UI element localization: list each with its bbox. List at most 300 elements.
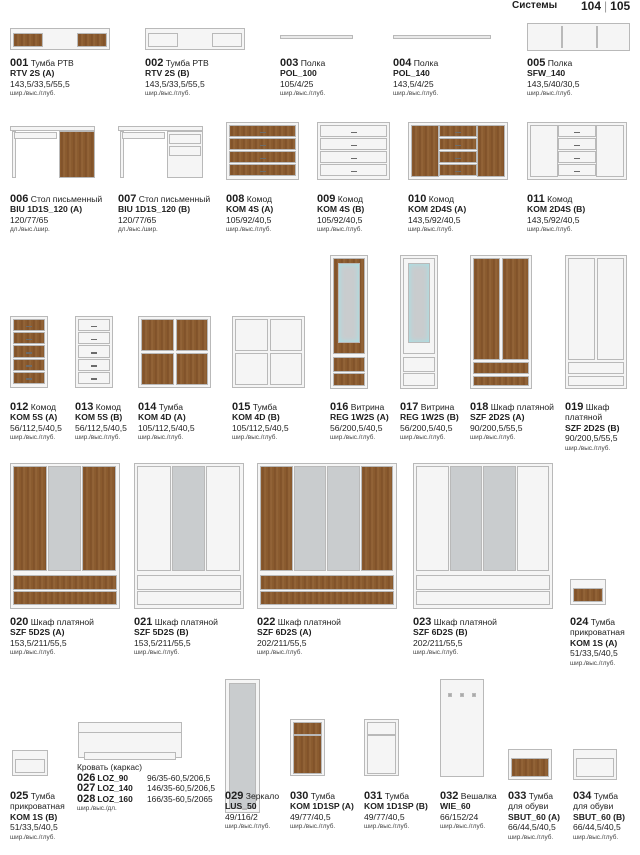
- wardrobe-drawer: [13, 575, 117, 590]
- product-number: 006: [10, 193, 29, 205]
- product-name: Комод: [544, 194, 573, 204]
- dimension-unit: шир./выс./глуб.: [317, 226, 363, 234]
- product-name: Тумба: [308, 791, 336, 801]
- product-image: [527, 23, 630, 51]
- display-glass: [408, 263, 431, 343]
- product-title: [330, 402, 389, 412]
- product-label: [440, 791, 497, 833]
- product-image: [393, 35, 491, 39]
- dimension-unit: шир./выс./глуб.: [527, 90, 573, 98]
- handle-icon: [26, 352, 32, 354]
- product-label: [10, 791, 65, 843]
- cabinet-drawer: [293, 722, 322, 735]
- product-image: [12, 750, 48, 776]
- product-image: [573, 749, 617, 780]
- wardrobe-drawer: [568, 376, 624, 387]
- product-number: 013: [75, 401, 94, 413]
- product-dimensions: 153,5/211/55,5: [134, 637, 191, 648]
- product-code: KOM 2D4S (A): [408, 204, 467, 215]
- product-label: [226, 194, 273, 236]
- product-number: 004: [393, 57, 412, 69]
- product-code: KOM 5S (B): [75, 412, 123, 423]
- wardrobe-door: [13, 466, 47, 571]
- product-label: [232, 402, 289, 444]
- dimension-unit: шир./выс./глуб.: [257, 649, 303, 657]
- product-label: [400, 402, 459, 444]
- shelf-board: [280, 35, 353, 39]
- product-title: [440, 791, 497, 801]
- product-name: Зеркало: [243, 791, 280, 801]
- pedestal-drawer: [169, 146, 201, 156]
- bed-title: Кровать (каркас): [77, 762, 142, 772]
- product-number: 008: [226, 193, 245, 205]
- wardrobe-drawer: [568, 362, 624, 374]
- handle-icon: [351, 171, 357, 173]
- product-number: 003: [280, 57, 299, 69]
- handle-icon: [574, 132, 580, 134]
- dimension-unit: шир./выс./глуб.: [75, 434, 121, 442]
- wardrobe-door-left: [568, 258, 595, 360]
- dimension-unit: шир./выс./глуб.: [470, 434, 516, 442]
- product-dimensions: 143,5/92/40,5: [527, 214, 580, 225]
- product-image: [232, 316, 305, 388]
- handle-icon: [26, 339, 32, 341]
- product-label: [280, 58, 325, 100]
- dresser-door-right: [596, 125, 624, 177]
- product-name: Тумба: [591, 791, 619, 801]
- product-number: 021: [134, 616, 153, 628]
- product-label: [138, 402, 195, 444]
- product-name: Комод: [335, 194, 364, 204]
- product-dimensions: 49/77/40,5: [364, 811, 405, 822]
- handle-icon: [455, 145, 461, 147]
- product-code: KOM 4D (B): [232, 412, 280, 423]
- product-number: 031: [364, 790, 383, 802]
- product-name: Полка: [545, 58, 573, 68]
- product-name: Шкаф платяной: [275, 617, 341, 627]
- product-name: Тумба: [588, 617, 616, 627]
- product-label: [10, 194, 102, 236]
- product-name: Витрина: [418, 402, 455, 412]
- product-label: [10, 58, 74, 100]
- wardrobe-door: [416, 466, 449, 571]
- bed-block: [77, 762, 247, 854]
- product-label: [145, 58, 209, 100]
- dimension-unit: шир./выс./глуб.: [565, 444, 611, 452]
- wardrobe-mirror-door: [48, 466, 82, 571]
- product-number: 009: [317, 193, 336, 205]
- product-title: [10, 194, 102, 204]
- handle-icon: [574, 145, 580, 147]
- dimension-unit: шир./выс./глуб.: [225, 823, 271, 831]
- drawer-left: [13, 33, 43, 47]
- wardrobe-drawer: [260, 575, 394, 590]
- product-title: [280, 58, 325, 68]
- product-title: [400, 402, 459, 412]
- wardrobe-mirror-door: [450, 466, 483, 571]
- product-code: WIE_60: [440, 801, 471, 812]
- handle-icon: [455, 158, 461, 160]
- product-title: [573, 791, 625, 801]
- dimension-unit: шир./выс./глуб.: [364, 823, 410, 831]
- product-title: [527, 58, 580, 68]
- product-name-line2: прикроватная: [10, 801, 65, 812]
- cabinet-door-left: [235, 319, 268, 351]
- product-label: [330, 402, 389, 444]
- product-code: SZF 6D2S (B): [413, 627, 468, 638]
- dimension-unit: дл./выс./шир.: [118, 226, 158, 234]
- product-image: [400, 255, 438, 389]
- handle-icon: [351, 132, 357, 134]
- product-code: KOM 1D1SP (A): [290, 801, 354, 812]
- product-label: [10, 617, 94, 659]
- cabinet-door-right: [270, 353, 303, 385]
- shelf-box: [527, 23, 630, 51]
- product-code: KOM 1S (A): [570, 637, 618, 648]
- product-code: SZF 2D2S (A): [470, 412, 525, 423]
- product-name-line2: платяной: [565, 412, 603, 423]
- product-name: Вешалка: [458, 791, 497, 801]
- product-image: [290, 719, 325, 776]
- shoe-cabinet-flap: [576, 758, 614, 777]
- product-dimensions: 49/77/40,5: [290, 811, 331, 822]
- product-title: [408, 194, 466, 204]
- product-code: REG 1W2S (A): [330, 412, 389, 423]
- wardrobe-mirror-door: [294, 466, 327, 571]
- display-drawer: [333, 373, 365, 386]
- product-code: KOM 4S (B): [317, 204, 365, 215]
- product-image: [470, 255, 532, 389]
- product-name: Комод: [426, 194, 455, 204]
- dimension-unit: шир./выс./глуб.: [413, 649, 459, 657]
- product-dimensions: 90/200,5/55,5: [565, 433, 618, 444]
- drawer-right: [77, 33, 107, 47]
- product-image: [570, 579, 606, 605]
- dimension-unit: шир./выс./глуб.: [232, 434, 278, 442]
- product-label: [257, 617, 341, 659]
- product-image: [10, 316, 48, 388]
- dimension-unit: дл./выс./шир.: [10, 226, 50, 234]
- product-image: [364, 719, 399, 776]
- product-image: [508, 749, 552, 780]
- product-image: [440, 679, 484, 777]
- display-drawer: [403, 357, 435, 372]
- product-dimensions: 51/33,5/40,5: [10, 822, 58, 833]
- bed-row: [77, 783, 247, 794]
- product-name: Шкаф: [583, 402, 610, 412]
- product-title: [290, 791, 354, 801]
- section-title: Системы: [512, 0, 558, 11]
- wardrobe-drawer: [13, 591, 117, 604]
- handle-icon: [260, 145, 266, 147]
- product-number: 034: [573, 790, 592, 802]
- product-title: [364, 791, 428, 801]
- cabinet-door-right: [270, 319, 303, 351]
- product-name-line2: для обуви: [508, 801, 549, 812]
- product-dimensions: 120/77/65: [118, 214, 157, 225]
- display-drawer: [403, 373, 435, 386]
- product-image: [408, 122, 508, 180]
- product-title: [10, 791, 65, 801]
- wardrobe-drawer: [416, 591, 550, 604]
- product-code: KOM 1S (B): [10, 811, 58, 822]
- cabinet-door-left: [141, 353, 174, 385]
- product-number: 019: [565, 401, 584, 413]
- hook-icon: [448, 693, 452, 697]
- handle-icon: [574, 171, 580, 173]
- product-dimensions: 202/211/55,5: [257, 637, 307, 648]
- dresser-door-left: [530, 125, 558, 177]
- product-number: 016: [330, 401, 349, 413]
- product-label: [470, 402, 554, 444]
- product-number: 002: [145, 57, 164, 69]
- handle-icon: [91, 365, 97, 367]
- product-image: [145, 28, 245, 50]
- wardrobe-door: [517, 466, 550, 571]
- wardrobe-door-right: [597, 258, 624, 360]
- product-code: KOM 4D (A): [138, 412, 186, 423]
- cabinet-door-left: [141, 319, 174, 351]
- dimension-unit: шир./выс./глуб.: [400, 434, 446, 442]
- product-number: 030: [290, 790, 309, 802]
- bed-row-number: 026: [77, 771, 96, 784]
- handle-icon: [351, 158, 357, 160]
- product-name: Полка: [298, 58, 326, 68]
- product-dimensions: 56/112,5/40,5: [75, 422, 127, 433]
- product-number: 017: [400, 401, 419, 413]
- product-label: [317, 194, 364, 236]
- product-image: [257, 463, 397, 609]
- product-image: [10, 126, 95, 178]
- product-number: 010: [408, 193, 427, 205]
- product-image: [10, 463, 120, 609]
- nightstand-drawer: [15, 759, 45, 773]
- product-name: Комод: [28, 402, 57, 412]
- product-title: [508, 791, 560, 801]
- wardrobe-door-right: [502, 258, 529, 360]
- product-code: KOM 1D1SP (B): [364, 801, 428, 812]
- product-label: [573, 791, 625, 843]
- dimension-unit: шир./выс./глуб.: [10, 434, 56, 442]
- dimension-unit: шир./выс./глуб.: [138, 434, 184, 442]
- product-number: 018: [470, 401, 489, 413]
- dimension-unit: шир./выс./глуб.: [573, 833, 619, 841]
- product-dimensions: 202/211/55,5: [413, 637, 463, 648]
- product-title: [118, 194, 210, 204]
- product-name: Стол письменный: [136, 194, 211, 204]
- handle-icon: [91, 326, 97, 328]
- shoe-cabinet-flap: [511, 758, 549, 777]
- product-dimensions: 66/44,5/40,5: [573, 822, 621, 833]
- dimension-unit: шир./выс./глуб.: [10, 90, 56, 98]
- product-label: [290, 791, 354, 833]
- handle-icon: [26, 365, 32, 367]
- cabinet-door-right: [176, 353, 209, 385]
- product-title: [527, 194, 585, 204]
- product-number: 023: [413, 616, 432, 628]
- product-dimensions: 143,5/33,5/55,5: [10, 78, 70, 89]
- hook-icon: [460, 693, 464, 697]
- product-dimensions: 143,5/40/30,5: [527, 78, 580, 89]
- product-dimensions: 51/33,5/40,5: [570, 648, 618, 659]
- product-image: [134, 463, 244, 609]
- handle-icon: [91, 378, 97, 380]
- product-label: [565, 402, 619, 454]
- display-drawer: [333, 357, 365, 372]
- product-name-line2: прикроватная: [570, 627, 625, 638]
- dimension-unit: шир./выс./глуб.: [330, 434, 376, 442]
- product-title: [317, 194, 364, 204]
- page-separator: |: [604, 0, 608, 13]
- product-dimensions: 105/92/40,5: [226, 214, 272, 225]
- bed-image: [78, 722, 182, 762]
- dimension-unit: шир./выс./глуб.: [508, 833, 554, 841]
- cabinet-door-right: [176, 319, 209, 351]
- product-dimensions: 66/152/24: [440, 811, 479, 822]
- wardrobe-mirror-door: [172, 466, 206, 571]
- bed-row-dims: 146/35-60,5/206,5: [147, 783, 215, 794]
- wardrobe-door: [206, 466, 240, 571]
- dimension-unit: шир./выс./глуб.: [134, 649, 180, 657]
- product-dimensions: 143,5/92/40,5: [408, 214, 461, 225]
- product-dimensions: 66/44,5/40,5: [508, 822, 556, 833]
- product-code: POL_100: [280, 68, 317, 79]
- product-code: KOM 2D4S (B): [527, 204, 586, 215]
- product-label: [413, 617, 497, 659]
- product-code: SBUT_60 (B): [573, 811, 626, 822]
- product-code: KOM 5S (A): [10, 412, 58, 423]
- dimension-unit: шир./выс./глуб.: [527, 226, 573, 234]
- product-name: Комод: [244, 194, 273, 204]
- handle-icon: [455, 132, 461, 134]
- wardrobe-door: [82, 466, 116, 571]
- product-dimensions: 153,5/211/55,5: [10, 637, 67, 648]
- dresser-door-left: [411, 125, 439, 177]
- cabinet-door: [293, 735, 322, 774]
- product-name: Тумба: [250, 402, 278, 412]
- product-label: [408, 194, 466, 236]
- dimension-unit: шир./выс./глуб.: [10, 649, 56, 657]
- dimension-unit: шир./выс./глуб.: [145, 90, 191, 98]
- product-code: SZF 5D2S (A): [10, 627, 65, 638]
- bed-row-code: LOZ_140: [97, 783, 133, 794]
- product-label: [118, 194, 210, 236]
- product-label: [527, 58, 580, 100]
- product-name: Витрина: [348, 402, 385, 412]
- shelf-divider-2: [596, 26, 598, 48]
- wardrobe-drawer: [416, 575, 550, 590]
- product-name: Тумба: [28, 791, 56, 801]
- product-dimensions: 105/92/40,5: [317, 214, 363, 225]
- product-dimensions: 143,5/4/25: [393, 78, 434, 89]
- product-title: [75, 402, 127, 412]
- bed-row-code: LOZ_90: [97, 772, 129, 783]
- handle-icon: [260, 158, 266, 160]
- product-image: [138, 316, 211, 388]
- product-label: [508, 791, 560, 843]
- product-code: LUS_50: [225, 801, 257, 812]
- handle-icon: [351, 145, 357, 147]
- product-label: [364, 791, 428, 833]
- bed-row-dims: 166/35-60,5/2065: [147, 793, 213, 804]
- cabinet-door-left: [235, 353, 268, 385]
- product-label: [527, 194, 585, 236]
- product-image: [413, 463, 553, 609]
- wardrobe-drawer: [260, 591, 394, 604]
- shelf-board: [393, 35, 491, 39]
- product-name: Тумба РТВ: [28, 58, 74, 68]
- handle-icon: [91, 352, 97, 354]
- desk-drawer: [122, 132, 165, 139]
- product-dimensions: 56/112,5/40,5: [10, 422, 62, 433]
- product-label: [570, 617, 625, 669]
- wardrobe-drawer: [137, 591, 241, 604]
- handle-icon: [260, 171, 266, 173]
- product-title: [232, 402, 289, 412]
- product-name: Шкаф платяной: [488, 402, 554, 412]
- product-title: [257, 617, 341, 627]
- product-title: [134, 617, 218, 627]
- product-title: [413, 617, 497, 627]
- product-label: [393, 58, 438, 100]
- product-title: [10, 402, 62, 412]
- wardrobe-door: [137, 466, 171, 571]
- product-name: Шкаф платяной: [152, 617, 218, 627]
- product-image: [280, 35, 353, 39]
- product-number: 014: [138, 401, 157, 413]
- hook-icon: [472, 693, 476, 697]
- product-code: SZF 5D2S (B): [134, 627, 189, 638]
- bed-footboard: [84, 752, 176, 760]
- shelf-divider-1: [561, 26, 563, 48]
- product-name: Полка: [411, 58, 439, 68]
- product-code: SZF 2D2S (B): [565, 422, 620, 433]
- product-number: 022: [257, 616, 276, 628]
- page-right: 105: [610, 0, 631, 13]
- page-left: 104: [581, 0, 602, 13]
- product-dimensions: 105/112,5/40,5: [138, 422, 195, 433]
- product-dimensions: 56/200,5/40,5: [330, 422, 383, 433]
- product-code: RTV 2S (A): [10, 68, 55, 79]
- product-image: [10, 28, 110, 50]
- product-number: 029: [225, 790, 244, 802]
- wardrobe-drawer: [137, 575, 241, 590]
- product-name: Тумба: [156, 402, 184, 412]
- bed-unit: шир./выс./дл.: [77, 805, 117, 813]
- product-code: SFW_140: [527, 68, 566, 79]
- bed-row: [77, 773, 247, 784]
- product-image: [317, 122, 390, 180]
- product-dimensions: 49/116/2: [225, 811, 258, 822]
- dimension-unit: шир./выс./глуб.: [408, 226, 454, 234]
- nightstand-drawer: [573, 588, 603, 602]
- product-code: SZF 6D2S (A): [257, 627, 312, 638]
- product-name: Шкаф платяной: [431, 617, 497, 627]
- bed-row-code: LOZ_160: [97, 793, 133, 804]
- product-dimensions: 105/112,5/40,5: [232, 422, 289, 433]
- product-number: 012: [10, 401, 29, 413]
- product-title: [145, 58, 209, 68]
- product-code: BIU 1D1S_120 (A): [10, 204, 83, 215]
- product-title: [565, 402, 619, 412]
- product-name: Тумба: [382, 791, 410, 801]
- product-name: Тумба РТВ: [163, 58, 209, 68]
- product-number: 005: [527, 57, 546, 69]
- product-name: Стол письменный: [28, 194, 103, 204]
- product-number: 025: [10, 790, 29, 802]
- dimension-unit: шир./выс./глуб.: [290, 823, 336, 831]
- product-label: [10, 402, 62, 444]
